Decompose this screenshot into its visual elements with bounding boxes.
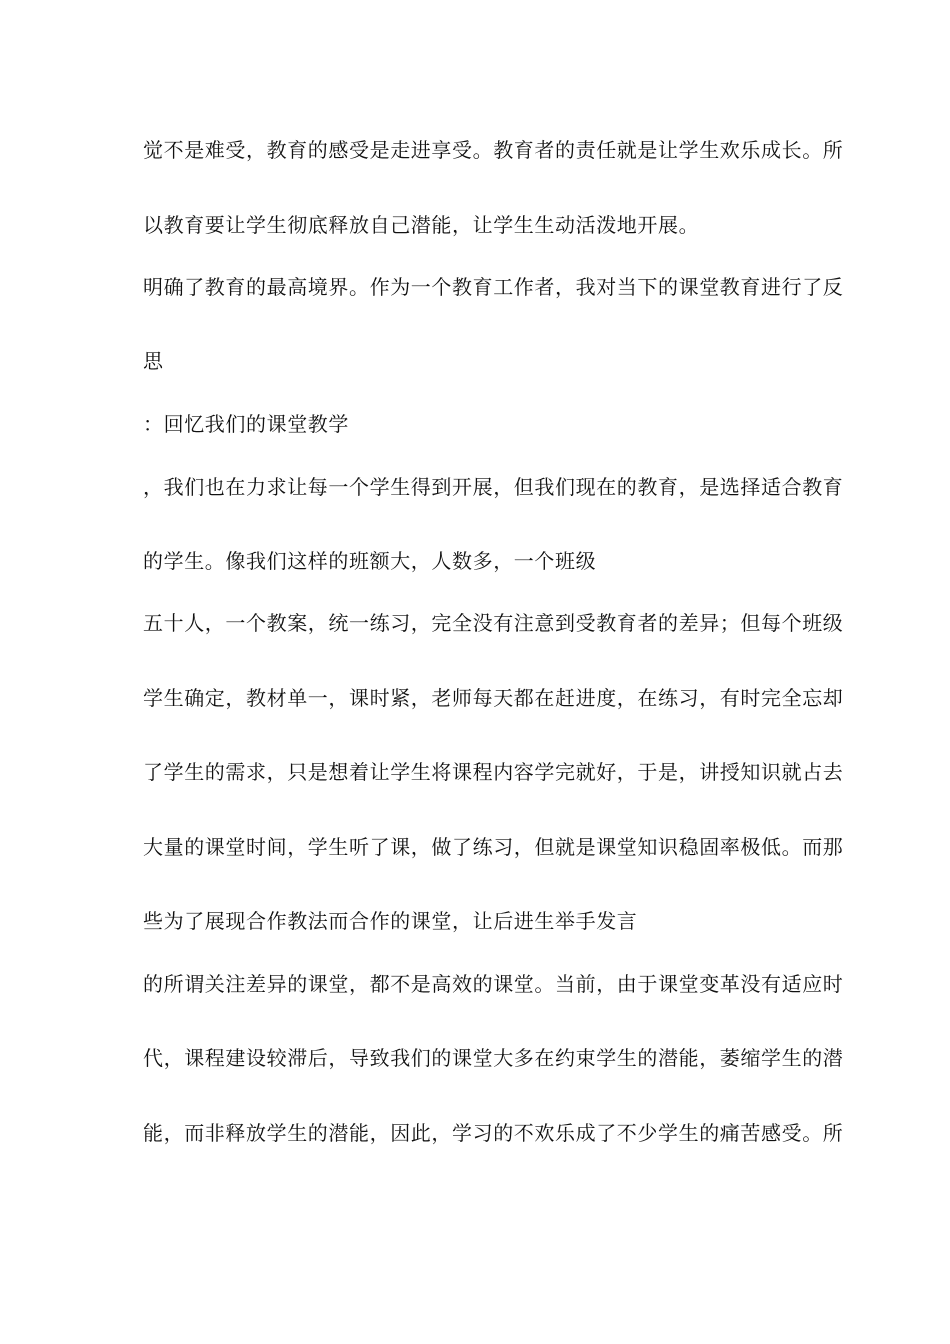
text-line: ：回忆我们的课堂教学 <box>143 412 349 436</box>
text-line: 代，课程建设较滞后，导致我们的课堂大多在约束学生的潜能，萎缩学生的潜 <box>143 1046 844 1070</box>
text-line: 的所谓关注差异的课堂，都不是高效的课堂。当前，由于课堂变革没有适应时 <box>143 972 844 996</box>
text-line: 大量的课堂时间，学生听了课，做了练习，但就是课堂知识稳固率极低。而那 <box>143 835 844 859</box>
text-line: 以教育要让学生彻底释放自己潜能，让学生生动活泼地开展。 <box>143 213 700 237</box>
text-line: 了学生的需求，只是想着让学生将课程内容学完就好，于是，讲授知识就占去 <box>143 760 844 784</box>
text-line: 学生确定，教材单一，课时紧，老师每天都在赶进度，在练习，有时完全忘却 <box>143 686 844 710</box>
text-line: 明确了教育的最高境界。作为一个教育工作者，我对当下的课堂教育进行了反 <box>143 275 844 299</box>
text-line: 觉不是难受，教育的感受是走进享受。教育者的责任就是让学生欢乐成长。所 <box>143 138 844 162</box>
text-line: 的学生。像我们这样的班额大，人数多，一个班级 <box>143 549 597 573</box>
text-line: 五十人，一个教案，统一练习，完全没有注意到受教育者的差异；但每个班级 <box>143 611 844 635</box>
text-line: ，我们也在力求让每一个学生得到开展，但我们现在的教育，是选择适合教育 <box>143 475 844 499</box>
text-line: 能，而非释放学生的潜能，因此，学习的不欢乐成了不少学生的痛苦感受。所 <box>143 1121 844 1145</box>
text-line: 些为了展现合作教法而合作的课堂，让后进生举手发言 <box>143 909 638 933</box>
text-line: 思 <box>143 349 164 373</box>
